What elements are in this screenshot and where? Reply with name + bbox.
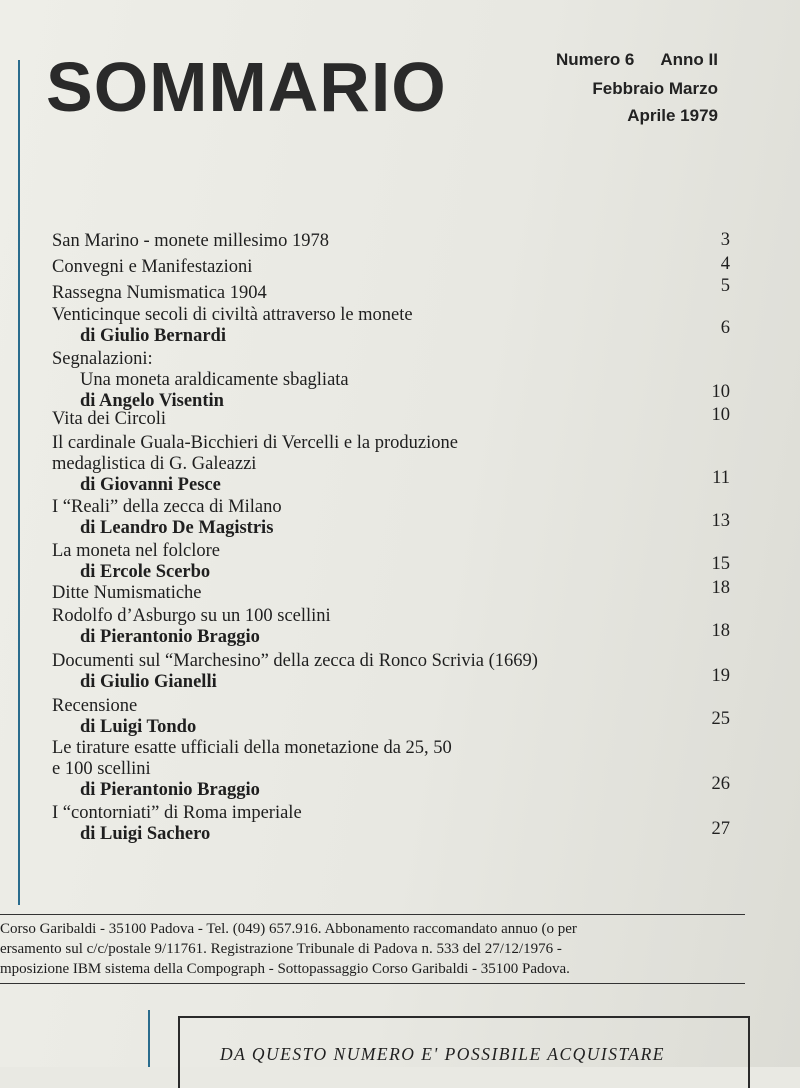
toc-entry-title: Convegni e Manifestazioni bbox=[52, 257, 253, 277]
toc-entry-page-number: 10 bbox=[711, 405, 730, 425]
toc-entry-author: di Giulio Gianelli bbox=[80, 672, 217, 692]
publisher-info-line-3: mposizione IBM sistema della Compograph - Sottopassaggio Corso Garibaldi - 35100 Padova. bbox=[0, 961, 570, 977]
toc-entry-page-number: 27 bbox=[711, 819, 730, 839]
toc-entry-author: di Giulio Bernardi bbox=[80, 326, 226, 346]
toc-entry-title: La moneta nel folclore bbox=[52, 541, 220, 561]
toc-entry-title: e 100 scellini bbox=[52, 759, 151, 779]
toc-entry-page-number: 19 bbox=[711, 666, 730, 686]
toc-entry-page-number: 26 bbox=[711, 774, 730, 794]
toc-entry-page-number: 4 bbox=[720, 254, 730, 274]
notice-box bbox=[178, 1016, 750, 1088]
toc-entry-title: Rodolfo d’Asburgo su un 100 scellini bbox=[52, 606, 331, 626]
toc-entry-title: Documenti sul “Marchesino” della zecca di Ronco Scrivia (1669) bbox=[52, 651, 538, 671]
toc-entry-author: di Pierantonio Braggio bbox=[80, 627, 260, 647]
publisher-info-line-2: ersamento sul c/c/postale 9/11761. Registrazione Tribunale di Padova n. 533 del 27/12/1976 - bbox=[0, 941, 562, 957]
toc-entry-author: di Luigi Tondo bbox=[80, 717, 197, 737]
toc-entry-title: I “contorniati” di Roma imperiale bbox=[52, 803, 302, 823]
toc-entry-title: Venticinque secoli di civiltà attraverso le monete bbox=[52, 305, 413, 325]
toc-entry-author: di Pierantonio Braggio bbox=[80, 780, 260, 800]
toc-entry-title: medaglistica di G. Galeazzi bbox=[52, 454, 257, 474]
toc-entry-page-number: 18 bbox=[711, 578, 730, 598]
toc-entry-author: di Leandro De Magistris bbox=[80, 518, 274, 538]
toc-entry-page-number: 13 bbox=[711, 511, 730, 531]
toc-entry-title: San Marino - monete millesimo 1978 bbox=[52, 231, 329, 251]
toc-entry-title: Ditte Numismatiche bbox=[52, 583, 202, 603]
publisher-info bbox=[0, 920, 800, 986]
toc-entry-title: Le tirature esatte ufficiali della monetazione da 25, 50 bbox=[52, 738, 452, 758]
toc-entry-page-number: 5 bbox=[720, 276, 730, 296]
issue-month-year: Aprile 1979 bbox=[627, 106, 718, 125]
toc-entry-title: Segnalazioni: bbox=[52, 349, 153, 369]
box-margin-rule bbox=[148, 1010, 150, 1067]
toc-entry-author: di Luigi Sachero bbox=[80, 824, 211, 844]
toc-entry-title: I “Reali” della zecca di Milano bbox=[52, 497, 282, 517]
footer-top-rule bbox=[0, 914, 745, 915]
toc-entry-page-number: 10 bbox=[711, 382, 730, 402]
toc-entry-title: Recensione bbox=[52, 696, 138, 716]
toc-entry-page-number: 3 bbox=[720, 230, 730, 250]
toc-entry-author: di Angelo Visentin bbox=[80, 391, 224, 411]
toc-entry-page-number: 15 bbox=[711, 554, 730, 574]
issue-number: Numero 6 bbox=[555, 50, 635, 69]
toc-entry-page-number: 18 bbox=[711, 621, 730, 641]
issue-months: Febbraio Marzo bbox=[592, 79, 718, 98]
notice-text: DA QUESTO NUMERO E' POSSIBILE ACQUISTARE bbox=[220, 1044, 665, 1064]
toc-entry-page-number: 11 bbox=[712, 468, 730, 488]
toc-entry-title: Una moneta araldicamente sbagliata bbox=[80, 370, 349, 390]
toc-entry-title: Vita dei Circoli bbox=[52, 409, 166, 429]
footer-bottom-rule bbox=[0, 983, 745, 984]
toc-entry-author: di Ercole Scerbo bbox=[80, 562, 211, 582]
toc-entry-author: di Giovanni Pesce bbox=[80, 475, 221, 495]
toc-entry-title: Il cardinale Guala-Bicchieri di Vercelli e la produzione bbox=[52, 433, 458, 453]
toc-entry-page-number: 25 bbox=[711, 709, 730, 729]
toc-entry-title: Rassegna Numismatica 1904 bbox=[52, 283, 267, 303]
issue-year: Anno II bbox=[660, 50, 718, 69]
toc-entry-page-number: 6 bbox=[720, 318, 730, 338]
page-title: SOMMARIO bbox=[46, 48, 447, 126]
publisher-info-line-1: Corso Garibaldi - 35100 Padova - Tel. (049) 657.916. Abbonamento raccomandato annuo (o per bbox=[0, 921, 577, 937]
